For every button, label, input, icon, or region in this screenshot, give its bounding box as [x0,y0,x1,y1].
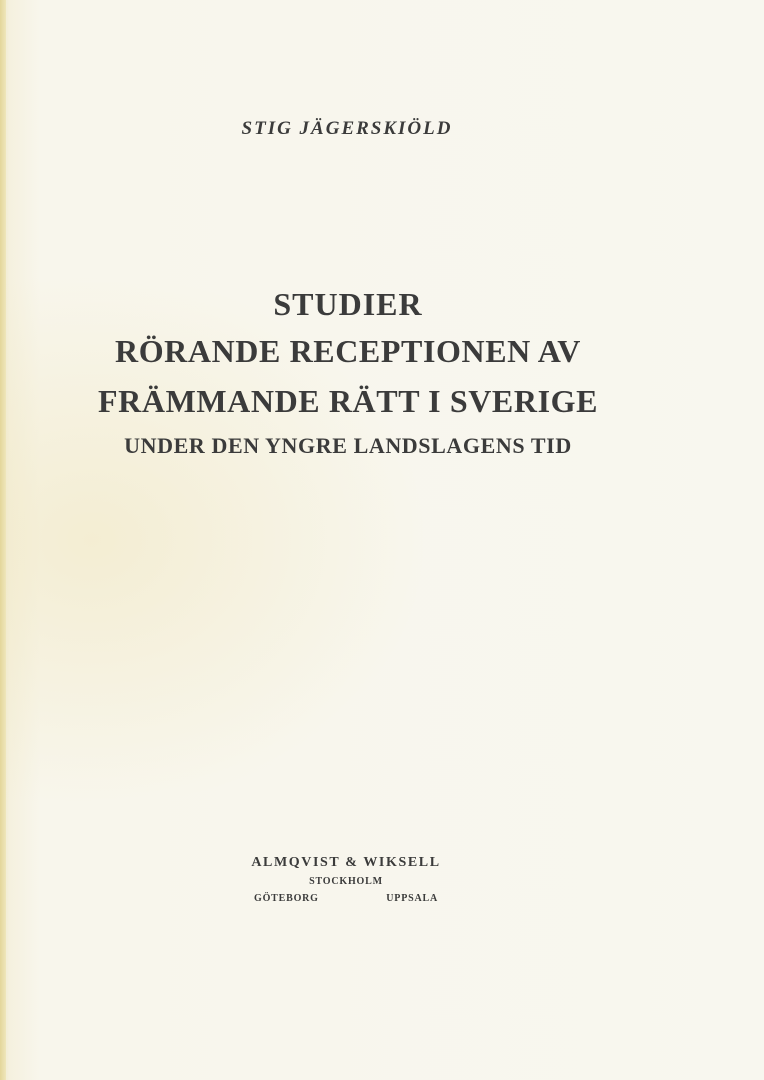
author-name: STIG JÄGERSKIÖLD [241,118,453,139]
title-line-1: STUDIER [273,286,423,322]
publisher-cities-row [250,890,442,907]
publisher-block [250,853,442,907]
title-line-2: RÖRANDE RECEPTIONEN AV [114,333,581,369]
publisher-city-left: GÖTEBORG [254,893,319,904]
title-line-3: FRÄMMANDE RÄTT I SVERIGE [98,383,599,419]
publisher-name: ALMQVIST & WIKSELL [251,855,441,870]
page-edge [0,0,6,1080]
publisher-city-right: UPPSALA [386,893,438,904]
book-title [98,282,598,466]
publisher-city-main: STOCKHOLM [309,876,383,887]
subtitle-line: UNDER DEN YNGRE LANDSLAGENS TID [124,433,572,458]
